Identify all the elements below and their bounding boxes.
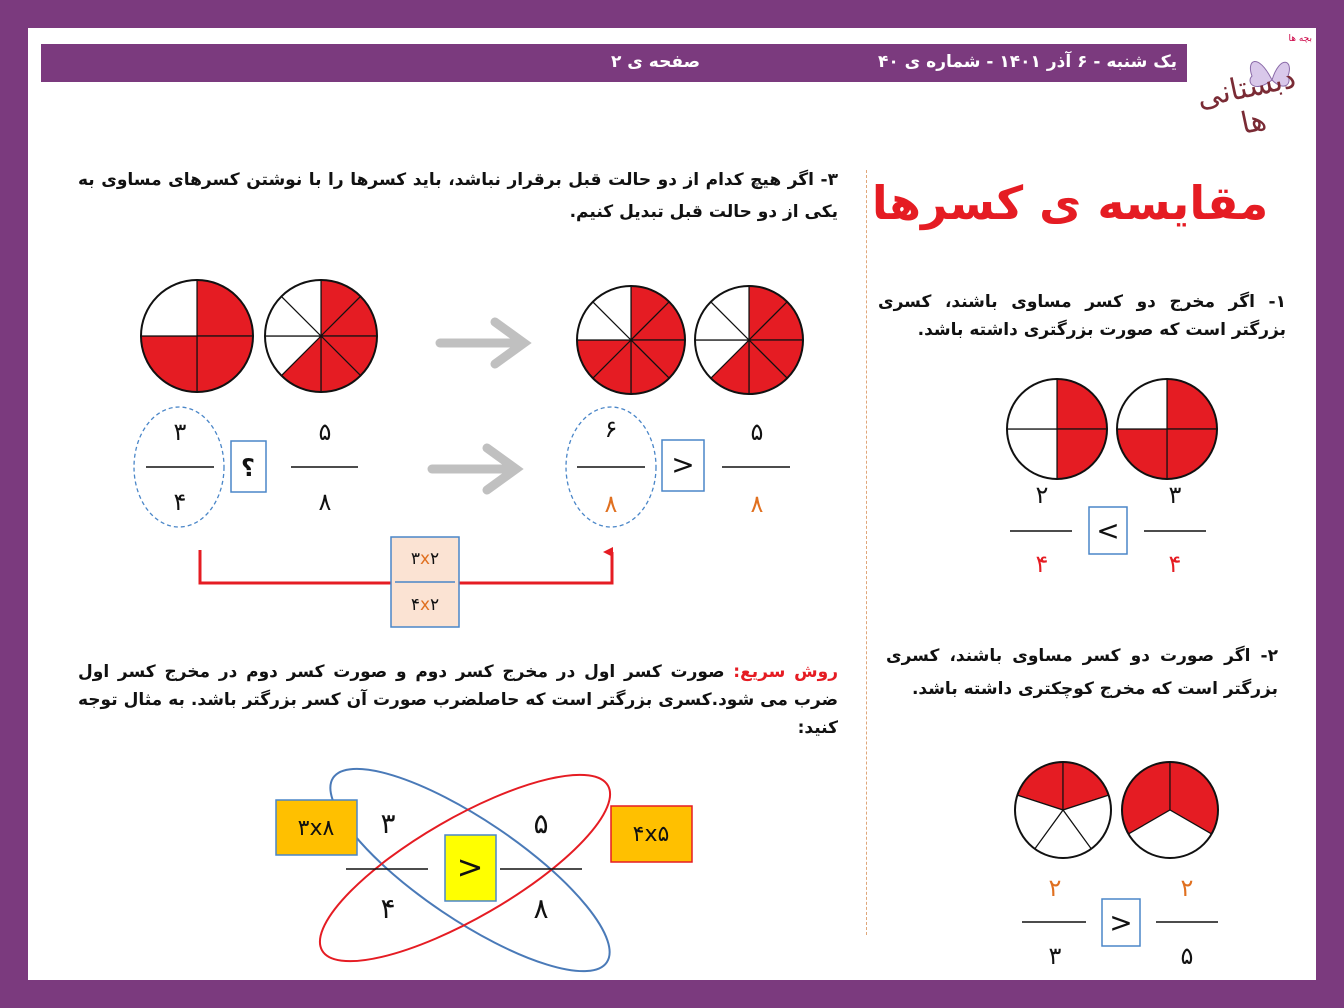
rule3-before-fraction-left <box>146 418 214 516</box>
pie-rule3-six-eighths <box>577 286 685 394</box>
fraction-numerator: ۲ <box>1048 874 1062 902</box>
fraction-numerator: ۳ <box>380 807 396 840</box>
fraction-denominator: ۴ <box>173 488 187 516</box>
pie-rule3-three-quarters <box>141 280 253 392</box>
rule3-text: ۳- اگر هیچ کدام از دو حالت قبل برقرار نباشد، باید کسرها را با نوشتن کسرهای مساوی به یکی از دو حالت قبل تبدیل کنیم. <box>78 170 838 222</box>
fraction-numerator: ۵ <box>750 418 764 446</box>
fraction-numerator: ۵ <box>533 807 549 840</box>
fraction-denominator: ۴ <box>1035 550 1049 578</box>
rule3-before-fraction-right <box>291 418 358 516</box>
logo-text: دبستانی ها <box>1193 60 1299 142</box>
rule2-text: ۲- اگر صورت دو کسر مساوی باشند، کسری بزرگتر است که مخرج کوچکتری داشته باشد. <box>886 646 1278 699</box>
pie-rule3-five-eighths-after <box>695 286 803 394</box>
pie-rule1-two-quarters <box>1007 379 1107 479</box>
comparison-sign: < <box>1096 514 1120 547</box>
fraction-denominator: ۴ <box>1168 550 1182 578</box>
multiplier-numerator: ۳x۲ <box>410 549 440 569</box>
arrow-right-icon <box>432 448 516 490</box>
logo-small-text: بچه ها <box>1288 34 1312 44</box>
fraction-numerator: ۲ <box>1180 874 1194 902</box>
fraction-numerator: ۳ <box>1168 481 1182 509</box>
rule3-after-fraction-left <box>577 415 645 518</box>
rule1-text: ۱- اگر مخرج دو کسر مساوی باشند، کسری بزرگتر است که صورت بزرگتری داشته باشد. <box>878 292 1286 340</box>
quick-method-label: روش سریع: <box>733 662 838 682</box>
fraction-denominator: ۸ <box>604 490 618 518</box>
arrow-right-icon <box>440 322 524 364</box>
page-title: مقایسه ی کسرها <box>871 176 1269 230</box>
fraction-denominator: ۸ <box>533 892 549 925</box>
comparison-sign: > <box>1109 906 1133 939</box>
fraction-denominator: ۸ <box>750 490 764 518</box>
pie-rule2-two-fifths <box>1015 762 1111 858</box>
fraction-numerator: ۵ <box>318 418 332 446</box>
header-page-number: صفحه ی ۲ <box>611 52 701 72</box>
rule2-fraction-right <box>1156 874 1218 970</box>
fraction-denominator: ۵ <box>1180 942 1194 970</box>
fraction-denominator: ۴ <box>380 892 396 925</box>
fraction-numerator: ۲ <box>1035 481 1049 509</box>
rule3-after-fraction-right <box>722 418 790 518</box>
right-product: ۴x۵ <box>632 822 670 847</box>
quick-method-body: صورت کسر اول در مخرج کسر دوم و صورت کسر دوم در مخرج کسر اول ضرب می شود.کسری بزرگتر است که حاصلضرب صورت آن کسر بزرگتر باشد. به مثال توجه کنید: <box>78 662 838 738</box>
header-date-issue: یک شنبه - ۶ آذر ۱۴۰۱ - شماره ی ۴۰ <box>877 52 1177 72</box>
pie-rule1-three-quarters <box>1117 379 1217 479</box>
fraction-denominator: ۳ <box>1048 942 1062 970</box>
multiplier-denominator: ۴x۲ <box>410 595 440 615</box>
question-sign: ؟ <box>241 454 255 482</box>
rule1-fraction-right <box>1144 481 1206 578</box>
pie-rule2-two-thirds <box>1122 762 1218 858</box>
comparison-sign: > <box>671 448 695 481</box>
comparison-sign: > <box>456 848 484 886</box>
left-product: ۳x۸ <box>297 816 335 841</box>
rule1-fraction-left <box>1010 481 1072 578</box>
fraction-numerator: ۳ <box>173 418 187 446</box>
fraction-denominator: ۸ <box>318 488 332 516</box>
fraction-numerator: ۶ <box>604 415 618 443</box>
pie-rule3-five-eighths <box>265 280 377 392</box>
rule2-fraction-left <box>1022 874 1086 970</box>
